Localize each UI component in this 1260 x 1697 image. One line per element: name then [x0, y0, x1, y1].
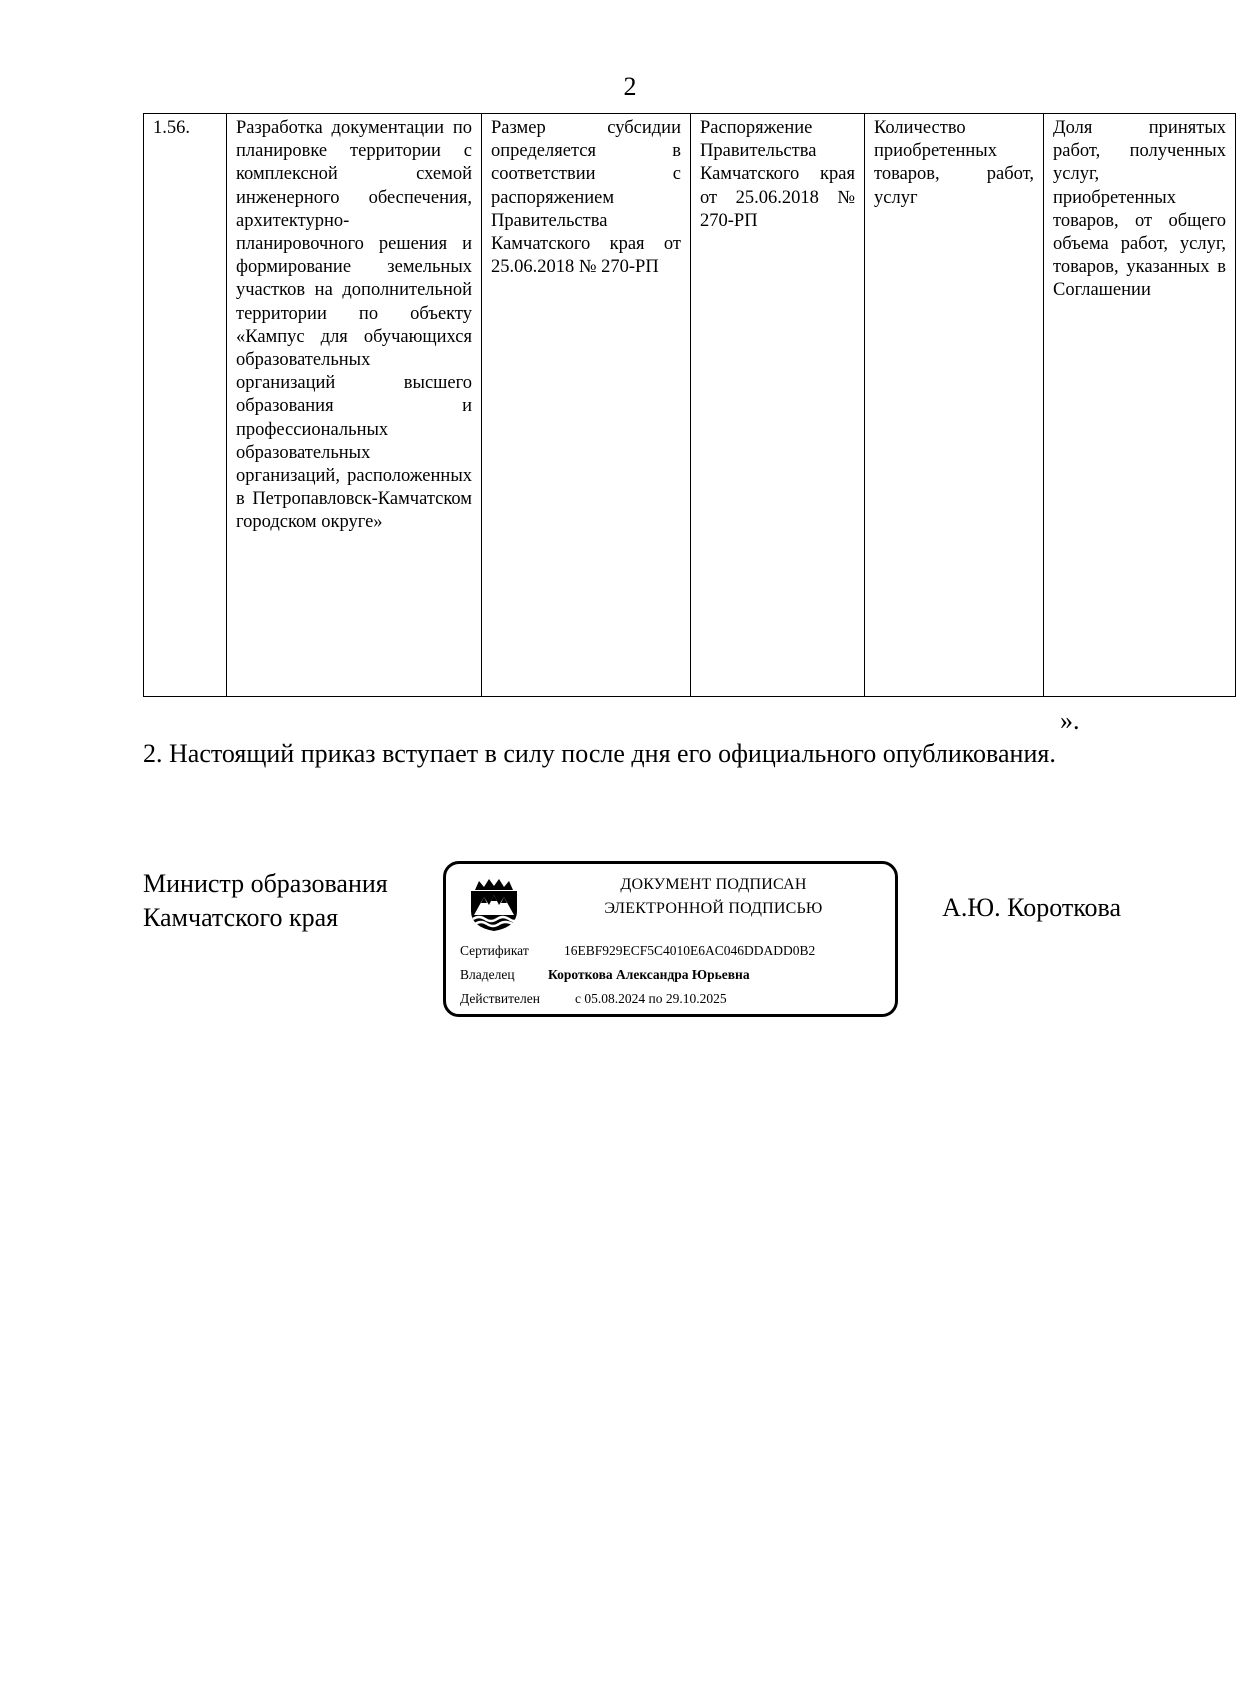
row-number: 1.56. [144, 114, 227, 697]
stamp-title-line2: ЭЛЕКТРОННОЙ ПОДПИСЬЮ [604, 900, 823, 917]
electronic-signature-stamp [443, 861, 898, 1017]
stamp-title-line1: ДОКУМЕНТ ПОДПИСАН [620, 876, 807, 893]
signer-title [143, 867, 388, 935]
row-legal-document: Распоряжение Правительства Камчатского края от 25.06.2018 № 270-РП [691, 114, 865, 697]
kamchatka-emblem-icon [465, 875, 523, 933]
page-number: 2 [623, 72, 637, 101]
measures-table [143, 113, 1236, 697]
row-measure-name: Разработка документации по планировке территории с комплексной схемой инженерного обеспечения, архитектурно-планировочного решения и формирование земельных участков на дополнительной территории по объекту «Кампус для обучающихся образовательных организаций высшего образования и профессиональных образовательных организаций, расположенных в Петропавловск-Камчатском городском округе» [227, 114, 482, 697]
signer-title-line1: Министр образования [143, 869, 388, 898]
stamp-certificate-value: 16EBF929ECF5C4010E6AC046DDADD0B2 [564, 943, 816, 958]
stamp-certificate-label: Сертификат [460, 943, 529, 958]
signer-title-line2: Камчатского края [143, 903, 339, 932]
stamp-owner-label: Владелец [460, 967, 515, 982]
stamp-valid-value: с 05.08.2024 по 29.10.2025 [575, 991, 727, 1006]
paragraph-2: 2. Настоящий приказ вступает в силу после дня его официального опубликования. [143, 739, 1056, 768]
row-subsidy-size: Размер субсидии определяется в соответствии с распоряжением Правительства Камчатского края от 25.06.2018 № 270-РП [482, 114, 691, 697]
closing-quote: ». [1060, 706, 1080, 735]
stamp-owner-row [460, 966, 750, 983]
stamp-owner-value: Короткова Александра Юрьевна [548, 967, 750, 982]
row-share-indicator: Доля принятых работ, полученных услуг, приобретенных товаров, от общего объема работ, услуг, товаров, указанных в Соглашении [1044, 114, 1236, 697]
table-row [144, 114, 1236, 697]
stamp-valid-label: Действителен [460, 991, 540, 1006]
stamp-certificate-row [460, 942, 815, 959]
row-result-indicator: Количество приобретенных товаров, работ, услуг [865, 114, 1044, 697]
signer-name: А.Ю. Короткова [942, 893, 1121, 922]
stamp-valid-row [460, 990, 727, 1007]
